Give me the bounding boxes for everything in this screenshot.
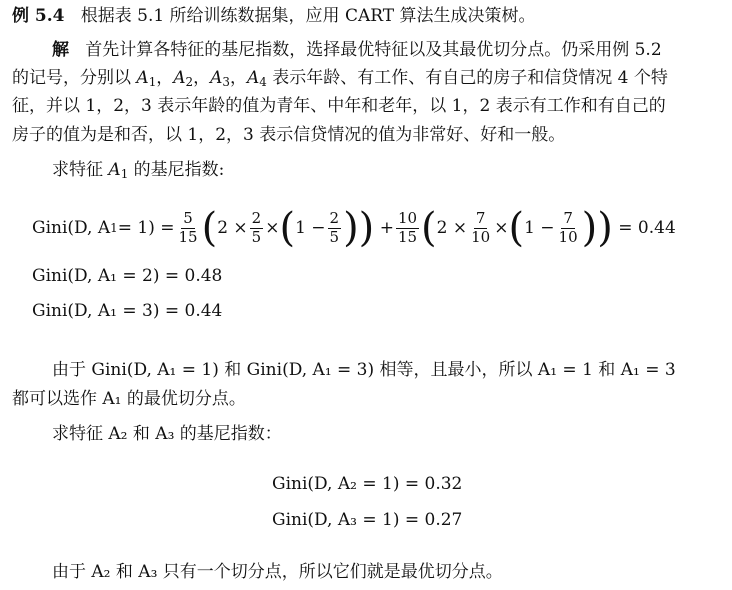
fraction-4: $\frac{10}{15}$ [397,209,418,246]
solution-line-2: 的记号，分别以 $A_1$，$A_2$，$A_3$，$A_4$ 表示年龄、有工作、有自己的房子和信贷情况 4 个特 [12,68,668,89]
paragraph-2-line-1: 由于 Gini(D, A₁ = 1) 和 Gini(D, A₁ = 3) 相等，且最小，所以 A₁ = 1 和 A₁ = 3 [52,360,676,380]
solution-text-2a: 的记号，分别以 [12,68,137,88]
paragraph-3: 由于 A₂ 和 A₃ 只有一个切分点，所以它们就是最优切分点。 [52,562,503,582]
solution-line-1 [52,42,662,59]
fraction-6: $\frac{7}{10}$ [558,209,578,246]
formula1-lhs-end: = 1) = [117,217,175,238]
example-label: 例 5.4 [12,6,65,26]
formula-2: Gini(D, A₁ = 2) = 0.48 [32,266,223,286]
formula-1: Gini(D, A 1 = 1) = $\frac{5}{15}$ ( 2 × $\frac{2}{5}$ × ( 1 − $\frac{2}{5}$ )) + $\frac{10}{15}$ ( 2 × $\frac{7}{10}$ × ( 1 − $\frac{7}{10}$ )) = 0.44 [32,205,676,251]
formula-4: Gini(D, A₂ = 1) = 0.32 [272,474,463,494]
solution-text-2b: 表示年龄、有工作、有自己的房子和信贷情况 4 个特 [266,68,668,88]
ask-a23-line: 求特征 A₂ 和 A₃ 的基尼指数： [52,424,282,444]
example-line [12,8,536,25]
formula-3: Gini(D, A₁ = 3) = 0.44 [32,301,223,321]
formula1-lhs: Gini(D, A [32,217,111,238]
ask-a1-suffix: 的基尼指数: [128,160,225,180]
solution-text-3: 征，并以 1，2，3 表示年龄的值为青年、中年和老年，以 1，2 表示有工作和有自己的 [12,96,666,116]
solution-line-3 [12,98,666,115]
fraction-3: $\frac{2}{5}$ [329,209,340,246]
solution-line-4 [12,127,565,144]
fraction-5: $\frac{7}{10}$ [471,209,491,246]
paragraph-2-line-2: 都可以选作 A₁ 的最优切分点。 [12,389,246,409]
ask-a1-line: 求特征 $A_1$ 的基尼指数: [52,160,225,181]
ask-a1-prefix: 求特征 [52,160,109,180]
solution-text-1: 首先计算各特征的基尼指数，选择最优特征以及其最优切分点。仍采用例 5.2 [85,40,662,60]
solution-text-4: 房子的值为是和否，以 1，2，3 表示信贷情况的值为非常好、好和一般。 [12,125,566,145]
solution-label: 解 [52,40,69,60]
fraction-2: $\frac{2}{5}$ [251,209,262,246]
example-task: 根据表 5.1 所给训练数据集，应用 CART 算法生成决策树。 [80,6,536,26]
formula1-result: = 0.44 [618,217,676,238]
formula-5: Gini(D, A₃ = 1) = 0.27 [272,510,463,530]
fraction-1: $\frac{5}{15}$ [178,209,198,246]
